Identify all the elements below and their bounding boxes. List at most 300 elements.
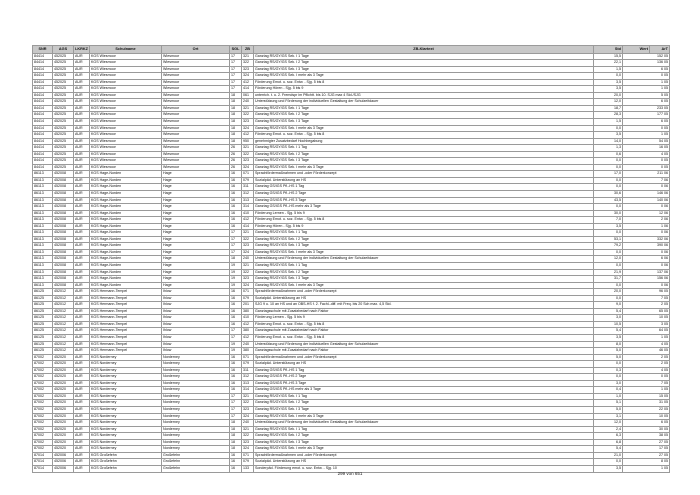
cell-wert-art: 0 06 <box>623 204 670 211</box>
cell-schulname: KGS Wiesmoor <box>90 86 162 93</box>
cell-wert-art: 2 05 <box>623 354 670 361</box>
cell-std: 53,1 <box>594 236 623 243</box>
cell-ags: 452020 <box>53 367 74 374</box>
cell-schulname: KGS Hage-Norden <box>90 249 162 256</box>
cell-std: 5,4 <box>594 308 623 315</box>
cell-zb: 322 <box>242 433 254 440</box>
cell-ags: 452020 <box>53 380 74 387</box>
cell-wert-art: 156 06 <box>623 276 670 283</box>
cell-lkrkz: AUR <box>74 60 90 67</box>
cell-lkrkz: AUR <box>74 380 90 387</box>
cell-ort: Hage <box>162 204 230 211</box>
cell-sgl: 19 <box>230 348 242 355</box>
cell-ags: 452008 <box>53 223 74 230</box>
cell-sgl: 26 <box>230 145 242 152</box>
cell-wert-art: 177 05 <box>623 112 670 119</box>
cell-schulname: KGS Norderney <box>90 387 162 394</box>
cell-schulname: KGS Hermann-Tempel <box>90 348 162 355</box>
cell-zb-klartext: Ganztag RS/GY/GS Sek. I 1 Tag <box>254 263 594 270</box>
cell-zb-klartext: Ganztag RS/GY/GS Sek. I 2 Tage <box>254 236 594 243</box>
cell-ort: Wiesmoor <box>162 73 230 80</box>
cell-snr: 84414 <box>33 53 53 60</box>
cell-zb: 313 <box>242 197 254 204</box>
cell-ags: 452008 <box>53 276 74 283</box>
cell-zb: 412 <box>242 79 254 86</box>
cell-snr: 87014 <box>33 452 53 459</box>
cell-zb-klartext: Ganztag RS/GY/GS Sek. I mehr als 3 Tage <box>254 446 594 453</box>
cell-sgl: 16 <box>230 190 242 197</box>
cell-zb-klartext: Ganztag GS/IGS Pfl.-HS mehr als 3 Tage <box>254 204 594 211</box>
cell-ags: 452020 <box>53 426 74 433</box>
cell-snr: 87002 <box>33 439 53 446</box>
cell-zb-klartext: Sozialpäd. Unterstützung an HS <box>254 459 594 466</box>
cell-zb-klartext: Ganztag GS/IGS Pfl.-HS mehr als 3 Tage <box>254 387 594 394</box>
cell-wert-art: 1 05 <box>623 86 670 93</box>
cell-zb-klartext: Ganztag RS/GY/GS Sek. I 3 Tage <box>254 66 594 73</box>
header-ags: AGS <box>53 46 74 54</box>
cell-std: 0,6 <box>594 151 623 158</box>
cell-sgl: 16 <box>230 387 242 394</box>
cell-sgl: 16 <box>230 217 242 224</box>
header-std: Std <box>594 46 623 54</box>
cell-wert-art: 1 06 <box>623 223 670 230</box>
cell-lkrkz: AUR <box>74 125 90 132</box>
cell-schulname: KGS Norderney <box>90 367 162 374</box>
cell-zb: 321 <box>242 230 254 237</box>
cell-wert-art: 7 06 <box>623 177 670 184</box>
cell-sgl: 16 <box>230 223 242 230</box>
cell-ags: 452025 <box>53 118 74 125</box>
cell-snr: 84414 <box>33 164 53 171</box>
cell-ort: Wiesmoor <box>162 151 230 158</box>
cell-zb: 380 <box>242 348 254 355</box>
cell-ags: 452008 <box>53 249 74 256</box>
cell-zb-klartext: Ganztag RS/GY/GS Sek. I 3 Tage <box>254 276 594 283</box>
cell-schulname: KGS Großefehn <box>90 465 162 472</box>
cell-sgl: 16 <box>230 321 242 328</box>
cell-zb-klartext: Förderung Emot. u. soz. Entw. - Sjg. 5 bis 8 <box>254 217 594 224</box>
cell-wert-art: 16 05 <box>623 145 670 152</box>
cell-schulname: KGS Hermann-Tempel <box>90 321 162 328</box>
cell-std: 28,3 <box>594 112 623 119</box>
cell-wert-art: 46 05 <box>623 348 670 355</box>
cell-lkrkz: AUR <box>74 465 90 472</box>
cell-zb-klartext: Ganztag RS/GY/GS Sek. I 3 Tage <box>254 407 594 414</box>
cell-ags: 452020 <box>53 439 74 446</box>
cell-ort: Großefehn <box>162 459 230 466</box>
cell-wert-art: 332 06 <box>623 236 670 243</box>
cell-std: 5,0 <box>594 407 623 414</box>
cell-wert-art: 31 05 <box>623 400 670 407</box>
cell-std: 7,0 <box>594 217 623 224</box>
cell-schulname: KGS Wiesmoor <box>90 138 162 145</box>
cell-zb-klartext: Sozialpäd. Unterstützung an HS <box>254 177 594 184</box>
cell-schulname: KGS Norderney <box>90 413 162 420</box>
cell-snr: 84414 <box>33 132 53 139</box>
cell-ags: 452020 <box>53 361 74 368</box>
cell-snr: 84414 <box>33 105 53 112</box>
cell-std: 14,0 <box>594 138 623 145</box>
cell-schulname: KGS Wiesmoor <box>90 151 162 158</box>
cell-schulname: KGS Hage-Norden <box>90 282 162 289</box>
cell-std: 12,0 <box>594 420 623 427</box>
cell-std: 0,0 <box>594 282 623 289</box>
cell-snr: 87002 <box>33 413 53 420</box>
cell-std: 3,5 <box>594 86 623 93</box>
cell-schulname: KGS Hage-Norden <box>90 263 162 270</box>
cell-snr: 86113 <box>33 256 53 263</box>
cell-ags: 452020 <box>53 400 74 407</box>
cell-schulname: KGS Hermann-Tempel <box>90 315 162 322</box>
cell-lkrkz: AUR <box>74 276 90 283</box>
cell-ort: Wiesmoor <box>162 164 230 171</box>
cell-zb-klartext: Sprachfördermaßnahmen und -oder Förderkonzept <box>254 289 594 296</box>
cell-lkrkz: AUR <box>74 164 90 171</box>
cell-snr: 87002 <box>33 400 53 407</box>
cell-schulname: KGS Hage-Norden <box>90 236 162 243</box>
cell-lkrkz: AUR <box>74 138 90 145</box>
cell-schulname: KGS Norderney <box>90 393 162 400</box>
cell-ort: Ihlow <box>162 335 230 342</box>
cell-ags: 452006 <box>53 459 74 466</box>
cell-lkrkz: AUR <box>74 92 90 99</box>
cell-zb-klartext: Ganztag RS/GY/GS Sek. I mehr als 3 Tage <box>254 413 594 420</box>
cell-ort: Ihlow <box>162 295 230 302</box>
cell-lkrkz: AUR <box>74 197 90 204</box>
cell-sgl: 16 <box>230 210 242 217</box>
cell-snr: 84414 <box>33 73 53 80</box>
cell-wert-art: 54 05 <box>623 138 670 145</box>
cell-schulname: KGS Hage-Norden <box>90 177 162 184</box>
cell-ort: Norderney <box>162 367 230 374</box>
cell-lkrkz: AUR <box>74 452 90 459</box>
cell-schulname: KGS Großefehn <box>90 452 162 459</box>
cell-ort: Norderney <box>162 420 230 427</box>
cell-snr: 87014 <box>33 459 53 466</box>
cell-ort: Hage <box>162 256 230 263</box>
cell-schulname: KGS Norderney <box>90 407 162 414</box>
cell-ort: Wiesmoor <box>162 138 230 145</box>
cell-lkrkz: AUR <box>74 223 90 230</box>
cell-lkrkz: AUR <box>74 407 90 414</box>
cell-zb-klartext: Sonderpäd. Förderung emot. u. soz. Entw. - Sjg. 10 <box>254 465 594 472</box>
cell-lkrkz: AUR <box>74 79 90 86</box>
cell-zb-klartext: Ganztag RS/GY/GS Sek. I 2 Tage <box>254 269 594 276</box>
cell-snr: 84414 <box>33 118 53 125</box>
cell-lkrkz: AUR <box>74 184 90 191</box>
cell-zb: 323 <box>242 243 254 250</box>
cell-zb-klartext: Ganztag RS/GY/GS Sek. I mehr als 3 Tage <box>254 282 594 289</box>
cell-std: 0,0 <box>594 158 623 165</box>
cell-snr: 86125 <box>33 289 53 296</box>
cell-ort: Norderney <box>162 413 230 420</box>
cell-zb: 412 <box>242 132 254 139</box>
cell-snr: 86125 <box>33 328 53 335</box>
cell-zb: 133 <box>242 465 254 472</box>
cell-ags: 452020 <box>53 446 74 453</box>
cell-snr: 86125 <box>33 348 53 355</box>
cell-zb: 312 <box>242 374 254 381</box>
cell-ort: Norderney <box>162 446 230 453</box>
cell-zb: 314 <box>242 387 254 394</box>
cell-ags: 452020 <box>53 393 74 400</box>
cell-std: 22,1 <box>594 60 623 67</box>
cell-schulname: KGS Norderney <box>90 400 162 407</box>
cell-ags: 452006 <box>53 452 74 459</box>
cell-zb: 950 <box>242 138 254 145</box>
cell-lkrkz: AUR <box>74 361 90 368</box>
cell-sgl: 16 <box>230 361 242 368</box>
cell-std: 3,0 <box>594 380 623 387</box>
cell-schulname: KGS Hage-Norden <box>90 276 162 283</box>
header-snr: SNR <box>33 46 53 54</box>
cell-ort: Norderney <box>162 433 230 440</box>
cell-zb: 322 <box>242 236 254 243</box>
cell-lkrkz: AUR <box>74 335 90 342</box>
cell-zb-klartext: Ganztag GS/IGS Pfl.-HS 2 Tage <box>254 374 594 381</box>
cell-snr: 86125 <box>33 295 53 302</box>
cell-ags: 452020 <box>53 407 74 414</box>
cell-wert-art: 2 05 <box>623 302 670 309</box>
cell-zb-klartext: Förderung Hören - Sjg. 5 bis 9 <box>254 223 594 230</box>
cell-ort: Wiesmoor <box>162 92 230 99</box>
cell-ags: 452025 <box>53 99 74 106</box>
cell-zb-klartext: Ganztag GS/IGS Pfl.-HS 3 Tage <box>254 380 594 387</box>
cell-ort: Hage <box>162 282 230 289</box>
cell-schulname: KGS Wiesmoor <box>90 60 162 67</box>
cell-sgl: 16 <box>230 308 242 315</box>
cell-zb: 321 <box>242 426 254 433</box>
cell-std: 43,5 <box>594 197 623 204</box>
cell-ags: 452008 <box>53 282 74 289</box>
cell-ags: 452008 <box>53 217 74 224</box>
cell-zb: 321 <box>242 105 254 112</box>
cell-ort: Großefehn <box>162 452 230 459</box>
header-ort: Ort <box>162 46 230 54</box>
cell-snr: 87002 <box>33 380 53 387</box>
cell-std: 5,4 <box>594 446 623 453</box>
cell-std: 20,0 <box>594 92 623 99</box>
header-zb-klartext: ZB-Klartext <box>254 46 594 54</box>
cell-lkrkz: AUR <box>74 86 90 93</box>
cell-sgl: 16 <box>230 315 242 322</box>
cell-zb-klartext: Ganztag GS/IGS Pfl.-HS 1 Tag <box>254 184 594 191</box>
cell-std: 0,0 <box>594 459 623 466</box>
cell-sgl: 26 <box>230 158 242 165</box>
cell-sgl: 16 <box>230 295 242 302</box>
cell-lkrkz: AUR <box>74 236 90 243</box>
cell-snr: 86113 <box>33 184 53 191</box>
cell-wert-art: 6 05 <box>623 66 670 73</box>
cell-ort: Hage <box>162 263 230 270</box>
cell-ort: Hage <box>162 243 230 250</box>
cell-lkrkz: AUR <box>74 249 90 256</box>
cell-ort: Wiesmoor <box>162 105 230 112</box>
header-wert: Wert <box>623 46 650 54</box>
cell-sgl: 18 <box>230 99 242 106</box>
cell-ags: 452008 <box>53 204 74 211</box>
cell-lkrkz: AUR <box>74 230 90 237</box>
cell-lkrkz: AUR <box>74 420 90 427</box>
cell-wert-art: 4 05 <box>623 341 670 348</box>
cell-wert-art: 64 05 <box>623 328 670 335</box>
cell-sgl: 16 <box>230 367 242 374</box>
cell-sgl: 18 <box>230 125 242 132</box>
cell-std: 5,0 <box>594 354 623 361</box>
cell-zb-klartext: Ganztag RS/GY/GS Sek. I mehr als 3 Tage <box>254 73 594 80</box>
cell-lkrkz: AUR <box>74 53 90 60</box>
cell-sgl: 18 <box>230 132 242 139</box>
cell-zb: 079 <box>242 177 254 184</box>
cell-lkrkz: AUR <box>74 151 90 158</box>
cell-zb: 412 <box>242 321 254 328</box>
cell-wert-art: 22 05 <box>623 407 670 414</box>
cell-zb-klartext: Ganztag RS/GY/GS Sek. I mehr als 3 Tage <box>254 249 594 256</box>
cell-schulname: KGS Hage-Norden <box>90 256 162 263</box>
cell-lkrkz: AUR <box>74 439 90 446</box>
cell-ort: Ihlow <box>162 289 230 296</box>
cell-std: 21,0 <box>594 452 623 459</box>
cell-snr: 86125 <box>33 321 53 328</box>
cell-ags: 452025 <box>53 112 74 119</box>
cell-std: 0,0 <box>594 295 623 302</box>
cell-ort: Wiesmoor <box>162 79 230 86</box>
cell-snr: 87002 <box>33 361 53 368</box>
cell-wert-art: 0 05 <box>623 158 670 165</box>
cell-snr: 86113 <box>33 236 53 243</box>
cell-ags: 452008 <box>53 236 74 243</box>
cell-sgl: 17 <box>230 230 242 237</box>
cell-wert-art: 0 06 <box>623 230 670 237</box>
cell-lkrkz: AUR <box>74 321 90 328</box>
cell-wert-art: 2 06 <box>623 217 670 224</box>
cell-ags: 452020 <box>53 354 74 361</box>
cell-snr: 86125 <box>33 308 53 315</box>
cell-schulname: KGS Hage-Norden <box>90 210 162 217</box>
cell-snr: 86113 <box>33 282 53 289</box>
cell-zb: 314 <box>242 204 254 211</box>
cell-zb-klartext: unterrich. t. u. 2. Fremdspr im Pflichtt. bis 10. SJG max 4 Std./SJG <box>254 92 594 99</box>
cell-zb: 071 <box>242 289 254 296</box>
cell-std: 1,0 <box>594 393 623 400</box>
cell-schulname: KGS Norderney <box>90 380 162 387</box>
cell-ort: Wiesmoor <box>162 125 230 132</box>
cell-lkrkz: AUR <box>74 341 90 348</box>
cell-schulname: KGS Hermann-Tempel <box>90 295 162 302</box>
cell-schulname: KGS Wiesmoor <box>90 73 162 80</box>
cell-sgl: 17 <box>230 60 242 67</box>
cell-zb-klartext: Ganztag GS/IGS Pfl.-HS 3 Tage <box>254 197 594 204</box>
cell-snr: 87002 <box>33 407 53 414</box>
cell-wert-art: 0 06 <box>623 184 670 191</box>
cell-ort: Wiesmoor <box>162 132 230 139</box>
cell-zb: 324 <box>242 125 254 132</box>
cell-wert-art: 2 05 <box>623 361 670 368</box>
cell-zb-klartext: Ganztag RS/GY/GS Sek. I 3 Tage <box>254 158 594 165</box>
cell-wert-art: 15 05 <box>623 393 670 400</box>
cell-lkrkz: AUR <box>74 459 90 466</box>
cell-lkrkz: AUR <box>74 243 90 250</box>
cell-lkrkz: AUR <box>74 354 90 361</box>
cell-ags: 452012 <box>53 328 74 335</box>
cell-ort: Norderney <box>162 374 230 381</box>
cell-std: 3,5 <box>594 132 623 139</box>
cell-std: 18,7 <box>594 105 623 112</box>
cell-zb: 061 <box>242 92 254 99</box>
cell-zb-klartext: Ganztag RS/GY/GS Sek. I 1 Tag <box>254 393 594 400</box>
cell-zb: 324 <box>242 164 254 171</box>
cell-lkrkz: AUR <box>74 433 90 440</box>
cell-snr: 86113 <box>33 204 53 211</box>
cell-wert-art: 7 05 <box>623 295 670 302</box>
cell-zb: 079 <box>242 295 254 302</box>
cell-zb-klartext: Ganztag RS/GY/GS Sek. I 1 Tag <box>254 145 594 152</box>
cell-schulname: KGS Norderney <box>90 420 162 427</box>
cell-wert-art: 390 06 <box>623 243 670 250</box>
cell-ags: 452025 <box>53 138 74 145</box>
cell-ort: Hage <box>162 171 230 178</box>
cell-ags: 452025 <box>53 60 74 67</box>
cell-zb-klartext: Ganztag RS/GY/GS Sek. I 1 Tage <box>254 53 594 60</box>
cell-sgl: 18 <box>230 426 242 433</box>
cell-ags: 452008 <box>53 171 74 178</box>
cell-schulname: KGS Wiesmoor <box>90 66 162 73</box>
cell-sgl: 17 <box>230 66 242 73</box>
cell-zb-klartext: Ganztag GS/IGS Pfl.-HS 1 Tag <box>254 367 594 374</box>
cell-schulname: KGS Norderney <box>90 374 162 381</box>
cell-zb-klartext: Ganztag RS/GY/GS Sek. I mehr als 3 Tage <box>254 125 594 132</box>
cell-ort: Hage <box>162 276 230 283</box>
cell-ags: 452020 <box>53 387 74 394</box>
cell-zb-klartext: Förderung Emot. u. soz. Entw. - Sjg. 5 bis 8 <box>254 321 594 328</box>
cell-std: 21,9 <box>594 269 623 276</box>
cell-zb: 311 <box>242 367 254 374</box>
cell-lkrkz: AUR <box>74 393 90 400</box>
cell-lkrkz: AUR <box>74 66 90 73</box>
cell-zb-klartext: Sozialpäd. Unterstützung an HS <box>254 361 594 368</box>
cell-wert-art: 0 06 <box>623 263 670 270</box>
cell-std: 0,0 <box>594 184 623 191</box>
cell-sgl: 16 <box>230 197 242 204</box>
cell-ort: Norderney <box>162 387 230 394</box>
cell-schulname: KGS Wiesmoor <box>90 105 162 112</box>
cell-ort: Norderney <box>162 380 230 387</box>
cell-ags: 452008 <box>53 184 74 191</box>
cell-schulname: KGS Hage-Norden <box>90 171 162 178</box>
cell-lkrkz: AUR <box>74 374 90 381</box>
cell-zb-klartext: Ganztag GS/IGS Pfl.-HS 2 Tage <box>254 190 594 197</box>
cell-zb: 240 <box>242 99 254 106</box>
cell-sgl: 17 <box>230 236 242 243</box>
cell-zb-klartext: Sprachfördermaßnahmen und -oder Förderkonzept <box>254 452 594 459</box>
cell-lkrkz: AUR <box>74 256 90 263</box>
cell-std: 0,0 <box>594 230 623 237</box>
cell-ort: Hage <box>162 249 230 256</box>
cell-snr: 86113 <box>33 230 53 237</box>
cell-std: 10,5 <box>594 321 623 328</box>
cell-zb: 324 <box>242 73 254 80</box>
cell-zb: 079 <box>242 459 254 466</box>
cell-snr: 84414 <box>33 125 53 132</box>
cell-wert-art: 1 05 <box>623 132 670 139</box>
cell-zb-klartext: Ganztag RS/GY/GS Sek. I 1 Tage <box>254 105 594 112</box>
cell-ags: 452020 <box>53 420 74 427</box>
cell-sgl: 18 <box>230 446 242 453</box>
cell-wert-art: 38 05 <box>623 433 670 440</box>
cell-sgl: 17 <box>230 407 242 414</box>
cell-zb-klartext: Ganztag RS/GY/GS Sek. I 2 Tage <box>254 112 594 119</box>
cell-schulname: KGS Norderney <box>90 361 162 368</box>
